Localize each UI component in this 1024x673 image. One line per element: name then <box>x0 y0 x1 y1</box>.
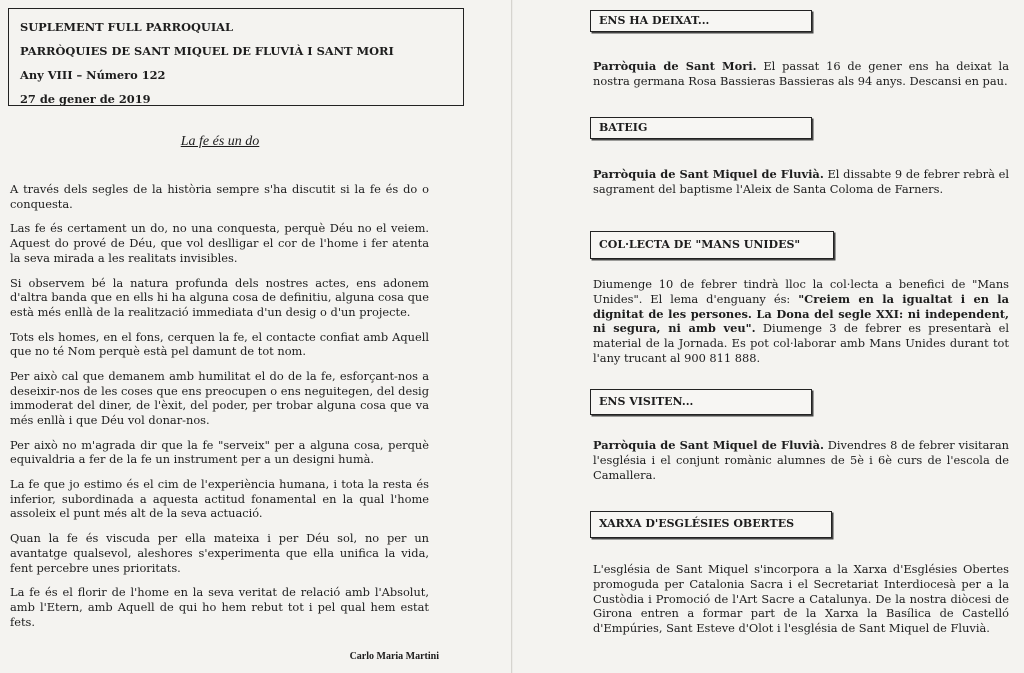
article-paragraph: Per això no m'agrada dir que la fe "serveix" per a alguna cosa, perquè equivaldria a fer de la fe un instrument per a un designi humà. <box>10 437 429 467</box>
section-title-bateig: BATEIG <box>590 117 812 139</box>
article-paragraph: La fe que jo estimo és el cim de l'experiència humana, i tota la resta és inferior, subordinada a aquesta actitud fonamental en la qual l'home assoleix el punt més alt de la seva actuació. <box>10 477 429 521</box>
section-text-ens-visiten <box>593 438 1009 482</box>
article-paragraph: La fe és el florir de l'home en la seva veritat de relació amb l'Absolut, amb l'Etern, amb Aquell de qui ho hem rebut tot i pel qual hem estat fets. <box>10 585 429 629</box>
section-title-xarxa: XARXA D'ESGLÉSIES OBERTES <box>590 511 832 538</box>
section-slogan: "Creiem en la igualtat i en la dignitat de les persones. La Dona del segle XXI: ni independent, ni segura, ni amb veu". <box>593 291 1010 336</box>
section-lead: Parròquia de Sant Miquel de Fluvià. <box>593 167 824 181</box>
section-body: Divendres 8 de febrer visitaran l'església i el conjunt romànic alumnes de 5è i 6è curs de l'escola de Camallera. <box>593 438 1009 482</box>
section-title-ens-ha-deixat: ENS HA DEIXAT... <box>590 10 812 32</box>
section-body: El dissabte 9 de febrer rebrà el sagrament del baptisme l'Aleix de Santa Coloma de Farners. <box>593 167 1009 196</box>
article-title: La fe és un do <box>180 134 260 149</box>
section-title-collecta: COL·LECTA DE "MANS UNIDES" <box>590 231 834 259</box>
section-text-ens-ha-deixat <box>593 59 1009 89</box>
section-body: Diumenge 3 de febrer es presentarà el material de la Jornada. Es pot col·laborar amb Mans Unides durant tot l'any trucant al 900 811 888. <box>593 321 1009 365</box>
section-body: Diumenge 10 de febrer tindrà lloc la col·lecta a benefici de "Mans Unides". El lema d'enguany és: <box>593 277 1009 306</box>
section-text-xarxa: L'església de Sant Miquel s'incorpora a la Xarxa d'Esglésies Obertes promoguda per Catalonia Sacra i el Secretariat Interdiocesà per a la Custòdia i Promoció de l'Art Sacre a Catalunya. De la nostra diòcesi de Girona entren a formar part de la Xarxa la Basílica de Castelló d'Empúries, Sant Esteve d'Olot i l'església de Sant Miquel de Fluvià. <box>593 562 1009 636</box>
article-paragraph: A través dels segles de la història sempre s'ha discutit si la fe és do o conquesta. <box>10 182 429 211</box>
article-paragraph: Tots els homes, en el fons, cerquen la fe, el contacte confiat amb Aquell que no té Nom perquè està pel damunt de tot nom. <box>10 329 429 359</box>
section-text-collecta <box>593 277 1009 366</box>
section-lead: Parròquia de Sant Mori. <box>593 59 757 73</box>
article-paragraph: Per això cal que demanem amb humilitat el do de la fe, esforçant-nos a deseixir-nos de les coses que ens preocupen o ens neguitegen, del desig immoderat del diner, de l'èxit, del poder, per trobar alguna cosa que va més enllà i que Déu vol donar-nos. <box>10 369 429 427</box>
article-paragraph: Quan la fe és viscuda per ella mateixa i per Déu sol, no per un avantatge qualsevol, aleshores s'experimenta que ella unifica la vida, fent percebre unes prioritats. <box>10 531 429 575</box>
section-text-bateig <box>593 167 1009 197</box>
bulletin-header <box>8 8 464 106</box>
section-lead: Parròquia de Sant Miquel de Fluvià. <box>593 438 824 452</box>
header-line-1: SUPLEMENT FULL PARROQUIAL <box>20 20 234 34</box>
header-line-4: 27 de gener de 2019 <box>20 92 151 106</box>
article-paragraph: Las fe és certament un do, no una conquesta, perquè Déu no el veiem. Aquest do prové de Déu, que vol deslligar el cor de l'home i fer atenta la seva mirada a les realitats invisibles. <box>10 221 429 265</box>
header-line-3: Any VIII – Número 122 <box>20 68 166 82</box>
header-line-2: PARRÒQUIES DE SANT MIQUEL DE FLUVIÀ I SANT MORI <box>20 44 394 58</box>
article-paragraph: Si observem bé la natura profunda dels nostres actes, ens adonem d'altra banda que en ells hi ha alguna cosa de definitiu, alguna cosa que està més enllà de la realització immediata d'un desig o d'un projecte. <box>10 275 429 319</box>
article-body <box>10 182 429 640</box>
section-body: El passat 16 de gener ens ha deixat la nostra germana Rosa Bassieras Bassieras als 94 anys. Descansi en pau. <box>593 59 1009 88</box>
section-title-ens-visiten: ENS VISITEN... <box>590 389 812 415</box>
article-author: Carlo Maria Martini <box>349 651 439 662</box>
